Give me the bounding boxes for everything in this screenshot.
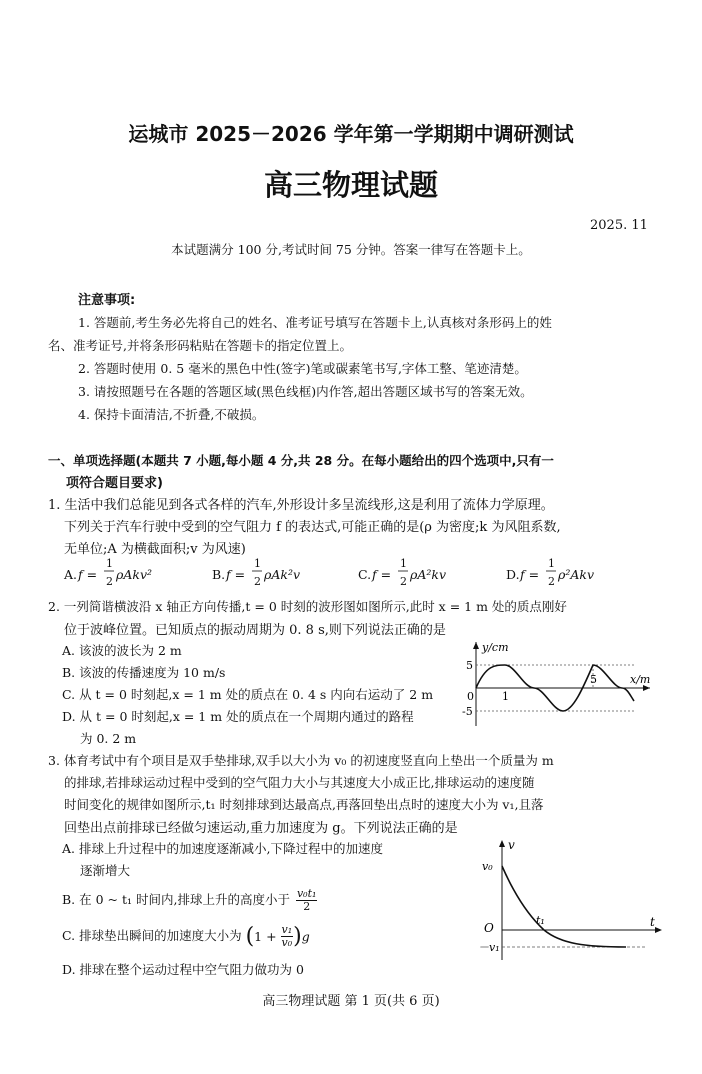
exam-subject: 高三物理试题	[263, 168, 438, 202]
page-footer: 高三物理试题 第 1 页(共 6 页)	[262, 994, 440, 1009]
q2-option-c: C. 从 t = 0 时刻起,x = 1 m 处的质点在 0. 4 s 内向右运动了 2 m	[62, 687, 434, 702]
q2-option-a: A. 该波的波长为 2 m	[62, 643, 182, 658]
q3-option-c-one: 1 +	[254, 929, 277, 944]
q1-frac-num: 1	[106, 557, 113, 570]
q3-option-c-paren-open: (	[245, 924, 255, 949]
t-axis-arrow	[655, 927, 662, 933]
q2-option-d: D. 从 t = 0 时刻起,x = 1 m 处的质点在一个周期内通过的路程	[62, 709, 414, 724]
q3-stem: 3. 体育考试中有个项目是双手垫排球,双手以大小为 v₀ 的初速度竖直向上垫出一个质量为 m	[48, 753, 554, 768]
q1-option-a-lhs: f =	[78, 567, 98, 582]
exam-intro: 本试题满分 100 分,考试时间 75 分钟。答案一律写在答题卡上。	[171, 242, 531, 257]
q3-option-c-text: C. 排球垫出瞬间的加速度大小为	[62, 928, 242, 943]
section-heading: 一、单项选择题(本题共 7 小题,每小题 4 分,共 28 分。在每小题给出的四个选项中,只有一	[48, 453, 554, 468]
q1-option-d-rhs: ρ²Akv	[558, 567, 595, 582]
v-axis-label: v	[508, 838, 515, 852]
q3-option-c-tail: g	[301, 929, 310, 944]
q1-option-a-rhs: ρAkv²	[116, 567, 153, 582]
q1-frac-den: 2	[548, 575, 555, 588]
notes-heading: 注意事项:	[78, 293, 136, 308]
q3-option-c-paren-close: )	[293, 924, 302, 949]
y-tick-neg: -5	[462, 705, 473, 718]
t1-label: t₁	[536, 914, 545, 927]
t-axis-label: t	[650, 915, 655, 929]
exam-title: 运城市 2025－2026 学年第一学期期中调研测试	[128, 122, 574, 146]
q3-stem: 的排球,若排球运动过程中受到的空气阻力大小与其速度大小成正比,排球运动的速度随	[64, 775, 535, 790]
note-item: 3. 请按照题号在各题的答题区域(黑色线框)内作答,超出答题区域书写的答案无效。	[78, 384, 533, 399]
neg-v1-label: －v₁	[478, 941, 500, 954]
q1-option-c-rhs: ρA²kv	[410, 567, 447, 582]
q1-frac-den: 2	[106, 575, 113, 588]
q2-option-d-cont: 为 0. 2 m	[80, 731, 137, 746]
q1-frac-num: 1	[400, 557, 407, 570]
note-item: 名、准考证号,并将条形码粘贴在答题卡的指定位置上。	[48, 338, 352, 353]
q3-option-a: A. 排球上升过程中的加速度逐渐减小,下降过程中的加速度	[62, 841, 383, 856]
q1-option-c-lhs: f =	[372, 567, 392, 582]
x-tick-1: 1	[502, 690, 509, 703]
q1-option-b-lhs: f =	[226, 567, 246, 582]
origin-label: 0	[467, 690, 474, 703]
q3-vt-graph	[476, 836, 666, 964]
q3-option-a-cont: 逐渐增大	[80, 863, 131, 878]
q1-stem: 无单位;A 为横截面积;v 为风速)	[64, 542, 246, 557]
q2-wave-graph	[462, 638, 662, 728]
q1-frac-num: 1	[548, 557, 555, 570]
q2-stem: 2. 一列简谐横波沿 x 轴正方向传播,t = 0 时刻的波形图如图所示,此时 x = 1 m 处的质点刚好	[48, 599, 567, 614]
y-tick-pos: 5	[466, 659, 473, 672]
velocity-curve	[502, 866, 626, 947]
q1-frac-den: 2	[400, 575, 407, 588]
q1-option-c-label: C.	[358, 567, 372, 582]
q1-stem: 下列关于汽车行驶中受到的空气阻力 f 的表达式,可能正确的是(ρ 为密度;k 为风阻系数,	[64, 520, 561, 535]
v-axis-arrow	[499, 840, 505, 847]
q3-option-b-num: v₀t₁	[296, 887, 317, 900]
q3-option-b-text: B. 在 0 ~ t₁ 时间内,排球上升的高度小于	[62, 892, 290, 907]
q1-option-d-lhs: f =	[520, 567, 540, 582]
y-axis-arrow	[473, 642, 479, 649]
x-tick-5: 5	[590, 673, 597, 686]
q1-option-b-label: B.	[212, 567, 226, 582]
section-heading-cont: 项符合题目要求)	[66, 476, 163, 491]
q3-option-d: D. 排球在整个运动过程中空气阻力做功为 0	[62, 962, 304, 977]
x-axis-label: x/m	[630, 673, 651, 686]
q3-option-b-den: 2	[303, 900, 311, 913]
q1-option-d-label: D.	[506, 567, 520, 582]
q2-option-b: B. 该波的传播速度为 10 m/s	[62, 665, 226, 680]
q3-stem: 回垫出点前排球已经做匀速运动,重力加速度为 g。下列说法正确的是	[64, 821, 458, 836]
y-axis-label: y/cm	[482, 641, 509, 654]
q1-frac-num: 1	[254, 557, 261, 570]
q3-stem: 时间变化的规律如图所示,t₁ 时刻排球到达最高点,再落回垫出点时的速度大小为 v₁,且落	[64, 797, 544, 812]
exam-date: 2025. 11	[590, 218, 648, 233]
origin-label: O	[484, 921, 494, 935]
q3-option-b-fraction	[296, 888, 317, 913]
q1-option-b-rhs: ρAk²v	[264, 567, 301, 582]
q3-option-c-fraction	[281, 924, 294, 949]
q3-option-c-num: v₁	[281, 923, 293, 936]
v0-label: v₀	[482, 860, 493, 873]
q2-stem: 位于波峰位置。已知质点的振动周期为 0. 8 s,则下列说法正确的是	[64, 623, 446, 638]
note-item: 2. 答题时使用 0. 5 毫米的黑色中性(签字)笔或碳素笔书写,字体工整、笔迹清楚。	[78, 361, 527, 376]
note-item: 1. 答题前,考生务必先将自己的姓名、准考证号填写在答题卡上,认真核对条形码上的姓	[78, 315, 552, 330]
q1-options	[60, 555, 660, 595]
q1-option-a-label: A.	[64, 567, 78, 582]
q3-option-c	[62, 924, 310, 949]
note-item: 4. 保持卡面清洁,不折叠,不破损。	[78, 407, 265, 422]
q1-frac-den: 2	[254, 575, 261, 588]
q1-stem: 1. 生活中我们总能见到各式各样的汽车,外形设计多呈流线形,这是利用了流体力学原理。	[48, 498, 554, 513]
q3-option-b	[62, 888, 317, 913]
q3-option-c-den: v₀	[281, 936, 293, 949]
